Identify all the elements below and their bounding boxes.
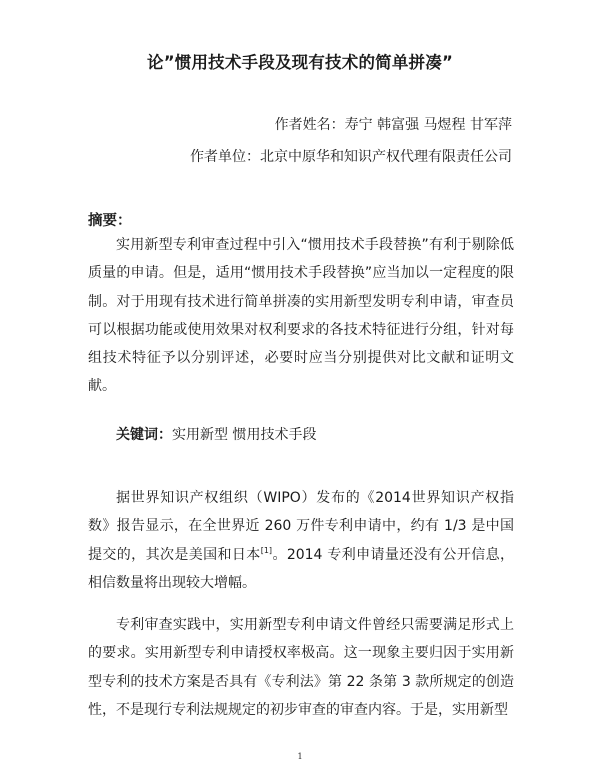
keywords-line [116, 424, 316, 444]
keywords-text: 实用新型 惯用技术手段 [172, 427, 317, 443]
affiliation-label: 作者单位： [190, 149, 260, 165]
affiliation-line [190, 146, 512, 166]
body-paragraph-2: 专利审查实践中，实用新型专利申请文件曾经只需要满足形式上的要求。实用新型专利申请授权率极高。这一现象主要归因于实用新型专利的技术方案是否具有《专利法》第 22 条第 3 款所规定的创造性，不是现行专利法规规定的初步审查的审查内容。于是，实用新型 [88, 617, 514, 718]
abstract-heading: 摘要： [88, 213, 132, 229]
body-paragraph-1-tail: 。2014 专利申请量还没有公开信息，相信数量将出现较大增幅。 [88, 546, 514, 591]
page-number: 1 [297, 752, 303, 761]
paper-title: 论”惯用技术手段及现有技术的简单拼凑” [147, 53, 453, 72]
citation-ref: [1] [260, 545, 273, 555]
body-paragraph-1 [88, 484, 514, 597]
abstract-text: 实用新型专利审查过程中引入“惯用技术手段替换”有利于剔除低质量的申请。但是，适用“惯用技术手段替换”应当加以一定程度的限制。对于用现有技术进行简单拼凑的实用新型发明专利申请，审查员可以根据功能或使用效果对权利要求的各技术特征进行分组，针对每组技术特征予以分别评述，必要时应当分别提供对比文献和证明文献。 [88, 237, 514, 395]
keywords-label: 关键词： [116, 427, 172, 443]
author-names: 寿宁 韩富强 马煜程 甘军萍 [344, 117, 512, 133]
body-paragraph-1-text: 据世界知识产权组织（WIPO）发布的《2014世界知识产权指数》报告显示，在全世界近 260 万件专利申请中，约有 1/3 是中国提交的，其次是美国和日本 [88, 490, 514, 563]
author-line [275, 114, 512, 134]
author-label: 作者姓名： [274, 117, 345, 133]
affiliation-name: 北京中原华和知识产权代理有限责任公司 [260, 149, 512, 165]
